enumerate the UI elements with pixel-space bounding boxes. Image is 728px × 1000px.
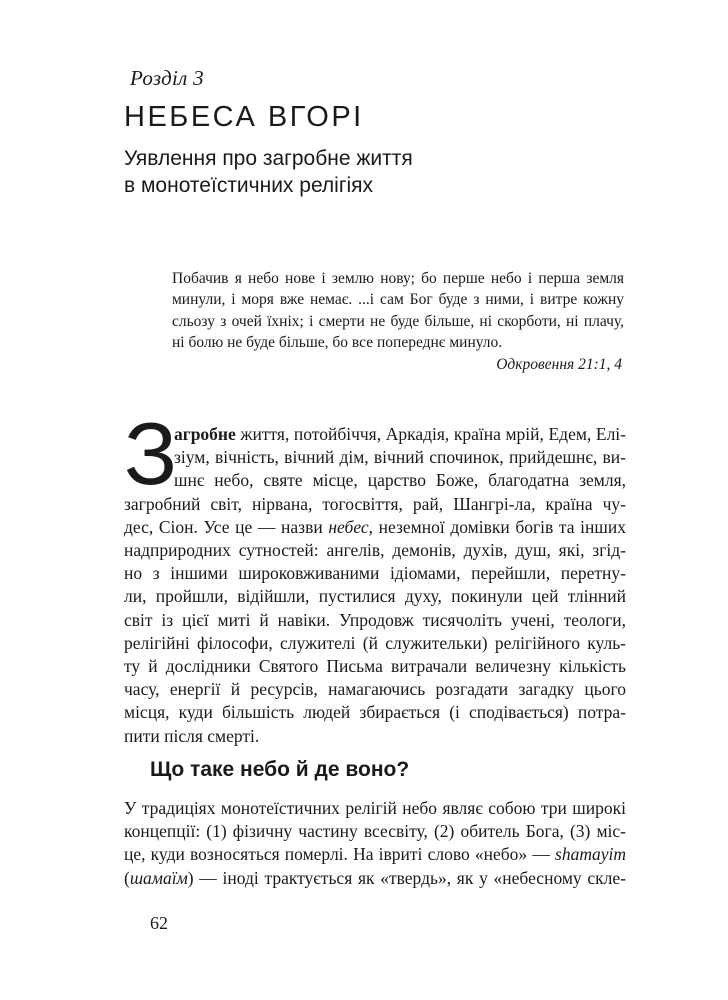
body-line: но з іншими широковживаними ідіомами, перейшли, перетну-	[124, 563, 626, 584]
drop-cap: З	[124, 404, 178, 503]
section-line: (шамаїм) — іноді трактується як «твердь», як у «небесному скле-	[124, 867, 626, 888]
epigraph-line: сльозу з очей їхніх; і смерти не буде більше, ні скорботи, ні плачу,	[172, 312, 624, 330]
body-line: шнє небо, святе місце, царство Боже, благодатна земля,	[174, 470, 626, 491]
body-line: ли, пройшли, відійшли, пустилися духу, покинули цей тлінний	[124, 586, 626, 607]
epigraph-source: Одкровення 21:1, 4	[496, 356, 622, 373]
subtitle-line: в монотеїстичних релігіях	[124, 174, 374, 197]
body-line: часу, енергії й ресурсів, намагаючись розгадати загадку цього	[124, 679, 626, 700]
body-paragraph	[124, 423, 626, 748]
body-line: місця, куди більшість людей збирається (і сподівається) потра-	[124, 702, 626, 723]
epigraph	[172, 268, 624, 353]
section-paragraph	[124, 797, 626, 890]
subtitle-line: Уявлення про загробне життя	[124, 147, 413, 170]
section-heading: Що таке небо й де воно?	[150, 758, 410, 781]
section-line: У традиціях монотеїстичних релігій небо являє собою три широкі	[124, 798, 626, 818]
section-line: концепції: (1) фізичну частину всесвіту, (2) обитель Бога, (3) міс-	[124, 821, 626, 842]
body-line: ту й дослідники Святого Письма витрачали величезну кількість	[124, 656, 626, 677]
section-line: це, куди возносяться померлі. На івриті слово «небо» — shamayim	[124, 844, 626, 865]
body-line: зіум, вічність, вічний дім, вічний спочинок, прийдешнє, ви-	[174, 447, 626, 468]
body-line: пити після смерті.	[124, 725, 260, 746]
body-line: агробне життя, потойбіччя, Аркадія, країна мрій, Едем, Елі-	[174, 424, 626, 444]
epigraph-line: Побачив я небо нове і землю нову; бо перше небо і перша земля	[172, 270, 624, 287]
epigraph-line: ні болю не буде більше, бо все попереднє минуло.	[172, 333, 503, 351]
emphasis-word: shamayim	[555, 844, 626, 865]
first-word: агробне	[174, 424, 236, 444]
chapter-title: НЕБЕСА ВГОРІ	[124, 101, 364, 133]
chapter-label: Розділ 3	[130, 66, 204, 90]
body-line: дес, Сіон. Усе це — назви небес, неземної домівки богів та інших	[124, 516, 626, 537]
emphasis-word: небес	[328, 516, 369, 537]
body-line: світ із цієї миті й навіки. Упродовж тисячоліть учені, теологи,	[124, 609, 626, 630]
body-line: надприродних сутностей: ангелів, демонів, духів, душ, які, згід-	[124, 540, 626, 561]
emphasis-word: шамаїм	[129, 867, 188, 888]
body-line: загробний світ, нірвана, тогосвіття, рай, Шангрі-ла, країна чу-	[124, 493, 626, 514]
epigraph-line: минули, і моря вже немає. ...і сам Бог буде з ними, і витре кожну	[172, 291, 624, 309]
body-line: релігійні філософи, служителі (й служительки) релігійного куль-	[124, 632, 626, 653]
chapter-subtitle	[124, 145, 413, 199]
page-number: 62	[150, 913, 168, 933]
